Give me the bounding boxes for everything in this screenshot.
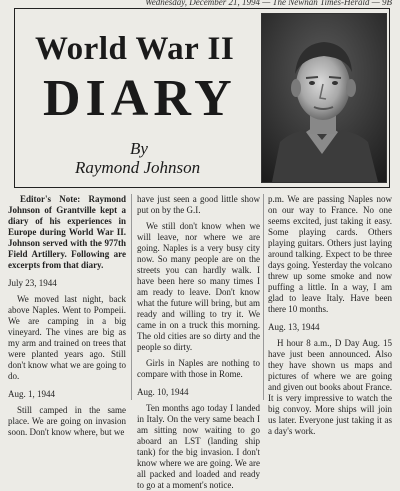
article-column-1 — [8, 194, 126, 437]
editors-note-text: Raymond Johnson of Grantville kept a diary of his experiences in Europe during World War II. Johnson served with the 977th Field Artillery. Following are excerpts from that diary. — [8, 194, 126, 270]
masthead: Wednesday, December 21, 1994 — The Newnan Times-Herald — 9B — [145, 0, 392, 7]
editors-note — [8, 194, 126, 271]
entry-text: Ten months ago today I landed in Italy. On the very same beach I am sitting now waiting to go aboard an LST (landing ship tank) for the big invasion. I don't know where we are going. We are all packed and loaded and ready to go at a moment's notice. — [137, 403, 260, 490]
headline-line1: World War II — [35, 31, 235, 67]
entry-text: p.m. We are passing Naples now on our way to France. No one seems excited, just taking it easy. Some playing cards. Others playing guitars. Others just laying around talking. Expect to be three days going. Yesterday the volcano threw up some smoke and now puffing a little. In a way, I am glad to leave Italy. Have been there 10 months. — [268, 194, 392, 314]
editors-note-lead: Editor's Note: — [20, 194, 81, 204]
entry-text: We moved last night, back above Naples. Went to Pompeii. We are camping in a big vineyard. The vines are big as my arm and trained on trees that were planted years ago. Still don't know what we are going to do. — [8, 294, 126, 381]
article-column-2 — [137, 194, 260, 490]
entry-text: Girls in Naples are nothing to compare with those in Rome. — [137, 358, 260, 379]
title-box — [14, 8, 390, 188]
entry-date: Aug. 13, 1944 — [268, 322, 320, 332]
column-rule — [131, 194, 132, 400]
author-photo — [261, 13, 387, 183]
entry-text: H hour 8 a.m., D Day Aug. 15 have just been announced. Also they have shown us maps and pictures of where we are going and given out books about France. It is very impressive to watch the big convoy. More ships will join us later. Everyone just taking it as a day's work. — [268, 338, 392, 436]
byline-author: Raymond Johnson — [75, 158, 201, 177]
entry-date: Aug. 1, 1944 — [8, 389, 55, 399]
entry-text: We still don't know when we will leave, nor where we are going. Naples is a very busy city now. So many people are on the streets you can hardly walk. I have been here so many times I am ready to leave. Don't know what the future will bring, but am ready and willing to try it. We came in on a truck this morning. The old cities are so dirty and the people so dirty. — [137, 221, 260, 352]
entry-text: have just seen a good little show put on by the G.I. — [137, 194, 260, 215]
title-area — [15, 9, 255, 187]
byline-by: By — [130, 139, 148, 158]
column-rule — [263, 194, 264, 400]
entry-text: Still camped in the same place. We are going on invasion soon. Don't know where, but we — [8, 405, 126, 437]
entry-date: July 23, 1944 — [8, 278, 57, 288]
article-column-3 — [268, 194, 392, 436]
portrait-image — [262, 14, 386, 182]
entry-date: Aug. 10, 1944 — [137, 387, 189, 397]
headline-line2: DIARY — [43, 70, 237, 127]
